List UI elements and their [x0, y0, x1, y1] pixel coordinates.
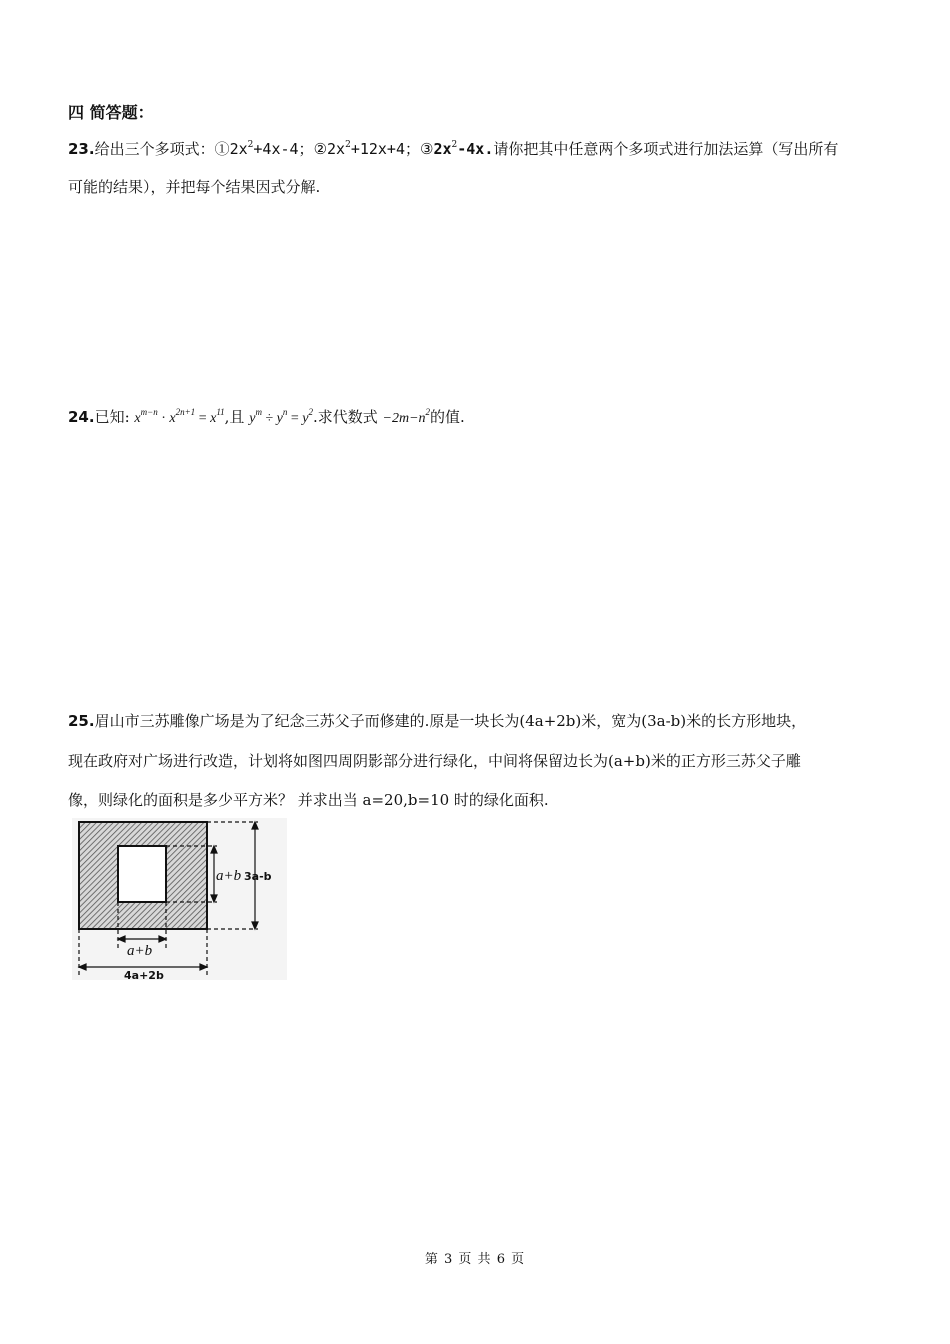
statue-square: [118, 846, 166, 902]
q23-intro: 给出三个多项式：: [94, 140, 215, 158]
q23-poly-3: $③2x^2-4x$.: [420, 140, 494, 158]
label-width: 4a+2b: [124, 969, 164, 980]
q23-tail: 请你把其中任意两个多项式进行加法运算（写出所有: [493, 140, 839, 158]
question-number: 24.: [68, 408, 95, 426]
q23-poly-1: $①2x^2+4x-4$；: [214, 140, 314, 158]
label-inner-height: a+b: [216, 868, 242, 884]
q24-condition-2: $y^m \div y^n = y^2$: [249, 407, 313, 426]
question-number: 25.: [68, 712, 95, 730]
label-height: 3a-b: [244, 870, 272, 883]
plaza-diagram: [72, 818, 287, 980]
question-23-line-2: 可能的结果），并把每个结果因式分解.: [68, 178, 321, 196]
question-24-line-1: 24.已知: $x^{m-n} \cdot x^{2n+1} = x^{11}$,且 $y^m \div y^n = y^2$.求代数式 $-2m-n^2$的值.: [68, 407, 465, 426]
question-25-line-2: 现在政府对广场进行改造，计划将如图四周阴影部分进行绿化，中间将保留边长为(a+b)米的正方形三苏父子雕: [68, 752, 801, 770]
section-title: 四 简答题：: [68, 103, 154, 122]
question-23-line-1: [68, 138, 838, 159]
page-footer: 第 3 页 共 6 页: [424, 1252, 526, 1267]
q24-condition-1: $x^{m-n} \cdot x^{2n+1} = x^{11}$: [134, 407, 225, 426]
q24-expression: $-2m-n^2$: [382, 407, 431, 426]
label-inner-width: a+b: [127, 943, 153, 959]
question-number: 23.: [68, 140, 95, 158]
q23-poly-2: $②2x^2+12x+4$；: [313, 140, 420, 158]
question-25-line-1: 25.眉山市三苏雕像广场是为了纪念三苏父子而修建的.原是一块长为(4a+2b)米，宽为(3a-b)米的长方形地块，: [68, 712, 807, 730]
question-25-line-3: 像，则绿化的面积是多少平方米？ 并求出当 a=20,b=10 时的绿化面积.: [68, 791, 549, 809]
